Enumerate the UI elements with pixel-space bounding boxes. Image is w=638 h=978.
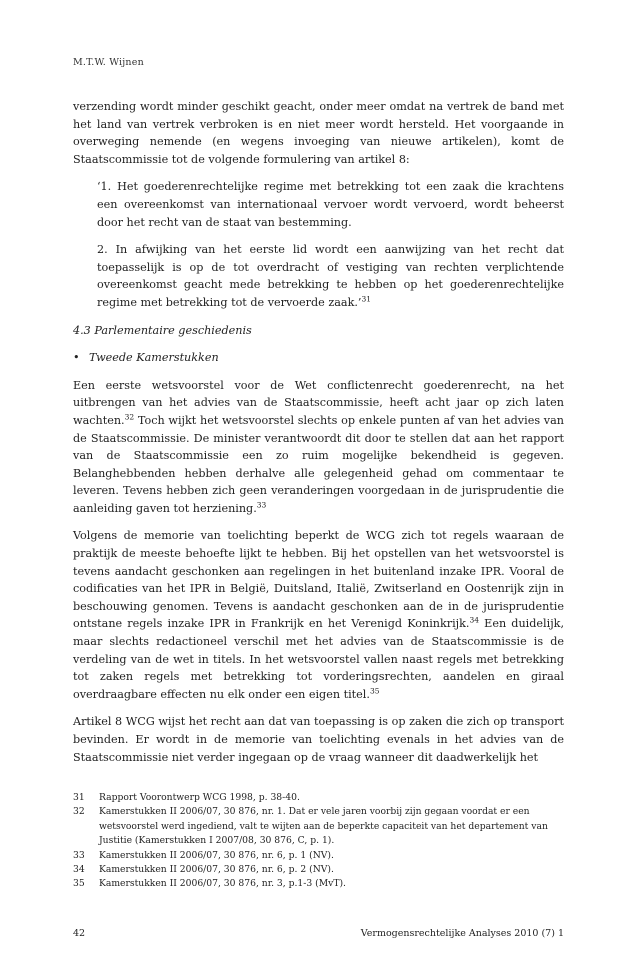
footnote-ref-33[interactable]: 33 <box>256 500 267 510</box>
running-head: M.T.W. Wijnen <box>73 57 144 68</box>
quote-item-2-text: 2. In afwijking van het eerste lid wordt een aanwijzing van het recht dat toepasselijk is op de tot overdracht of vestiging van rechten verplichtende overeenkomst geacht mede betrekking te hebben op het goederenrechtelijke regime met betrekking tot de vervoerde zaak.’ <box>97 243 564 309</box>
quote-item-2 <box>97 241 564 311</box>
footnote-text: Kamerstukken II 2006/07, 30 876, nr. 3, p.1-3 (MvT). <box>99 878 346 890</box>
footnote-number: 35 <box>73 878 85 890</box>
footnote-text: Kamerstukken II 2006/07, 30 876, nr. 6, p. 1 (NV). <box>99 849 334 861</box>
footnote-text: Kamerstukken II 2006/07, 30 876, nr. 6, p. 2 (NV). <box>99 864 334 876</box>
footnote-number: 34 <box>73 864 85 876</box>
footnote-ref-31[interactable]: 31 <box>361 294 372 304</box>
paragraph-1-text-b: Toch wijkt het wetsvoorstel slechts op enkele punten af van het advies van de Staatscommissie. De minister verantwoordt dit door te stellen dat aan het rapport van de Staatscommissie een zo ruim mogelijke bekendheid is gegeven. Belanghebbenden hebben derhalve alle gelegenheid gehad om commentaar te leveren. Tevens hebben zich geen veranderingen voorgedaan in de jurisprudentie die aanleiding gaven tot herziening. <box>73 413 564 515</box>
footnote-text: Rapport Voorontwerp WCG 1998, p. 38-40. <box>99 792 300 803</box>
subheading <box>73 349 564 367</box>
paragraph-2-text-b: Een duidelijk, maar slechts redactioneel verschil met het advies van de Staatscommissie is de verdeling van de wet in titels. In het wetsvoorstel vallen naast regels met betrekking tot zaken regels met betrekking tot vorderingsrechten, aandelen en giraal overdraagbare effecten nu elk onder een eigen titel. <box>73 617 564 701</box>
footnote <box>73 849 564 863</box>
footnote <box>73 791 564 805</box>
section-heading: 4.3 Parlementaire geschiedenis <box>73 323 252 337</box>
footnote-ref-34[interactable]: 34 <box>469 615 480 625</box>
paragraph-1 <box>73 377 564 518</box>
footnote <box>73 877 564 891</box>
body-text <box>73 98 564 776</box>
paragraph-2-text-a: Volgens de memorie van toelichting beperkt de WCG zich tot regels waaraan de praktijk de meeste behoefte lijkt te hebben. Bij het opstellen van het wetsvoorstel is tevens aandacht geschonken aan regelingen in het buitenland inzake IPR. Vooral de codificaties van het IPR in België, Duitsland, Italië, Zwitserland en Oostenrijk zijn in beschouwing genomen. Tevens is aandacht geschonken aan de in de jurisprudentie ontstane regels inzake IPR in Frankrijk en het Verenigd Koninkrijk. <box>73 529 564 631</box>
paragraph-intro: verzending wordt minder geschikt geacht, onder meer omdat na vertrek de band met het land van vertrek verbroken is en niet meer wordt hersteld. Het voorgaande in overweging nemende (en wegens invoeging van nieuwe artikelen), komt de Staatscommissie tot de volgende formulering van artikel 8: <box>73 100 564 166</box>
journal-citation: Vermogensrechtelijke Analyses 2010 (7) 1 <box>360 928 564 939</box>
bullet-icon: • <box>73 351 80 365</box>
footnote-number: 33 <box>73 849 85 861</box>
page-number: 42 <box>73 928 86 939</box>
block-quote <box>73 178 564 311</box>
subheading-text: Tweede Kamerstukken <box>89 351 219 365</box>
paragraph-1-text-a: Een eerste wetsvoorstel voor de Wet conflictenrecht goederenrecht, na het uitbrengen van het advies van de Staatscommissie, heeft acht jaar op zich laten wachten. <box>73 378 564 427</box>
page-footer <box>73 928 564 939</box>
footnote <box>73 805 564 848</box>
footnote-text: Kamerstukken II 2006/07, 30 876, nr. 1. Dat er vele jaren voorbij zijn gegaan voordat er een wetsvoorstel werd ingediend, valt te wijten aan de beperkte capaciteit van het departement van Justitie (Kamerstukken I 2007/08, 30 876, C, p. 1). <box>99 806 548 847</box>
quote-item-1: ‘1. Het goederenrechtelijke regime met betrekking tot een zaak die krachtens een overeenkomst van internationaal vervoer wordt vervoerd, wordt beheerst door het recht van de staat van bestemming. <box>97 180 564 229</box>
footnotes <box>73 791 564 892</box>
paragraph-2 <box>73 527 564 703</box>
footnote-number: 31 <box>73 792 85 803</box>
paragraph-3: Artikel 8 WCG wijst het recht aan dat van toepassing is op zaken die zich op transport bevinden. Er wordt in de memorie van toelichting evenals in het advies van de Staatscommissie niet verder ingegaan op de vraag wanneer dit daadwerkelijk het <box>73 715 564 764</box>
footnote-ref-35[interactable]: 35 <box>369 686 380 696</box>
footnote-ref-32[interactable]: 32 <box>124 412 135 422</box>
footnote <box>73 863 564 877</box>
footnote-number: 32 <box>73 806 85 818</box>
